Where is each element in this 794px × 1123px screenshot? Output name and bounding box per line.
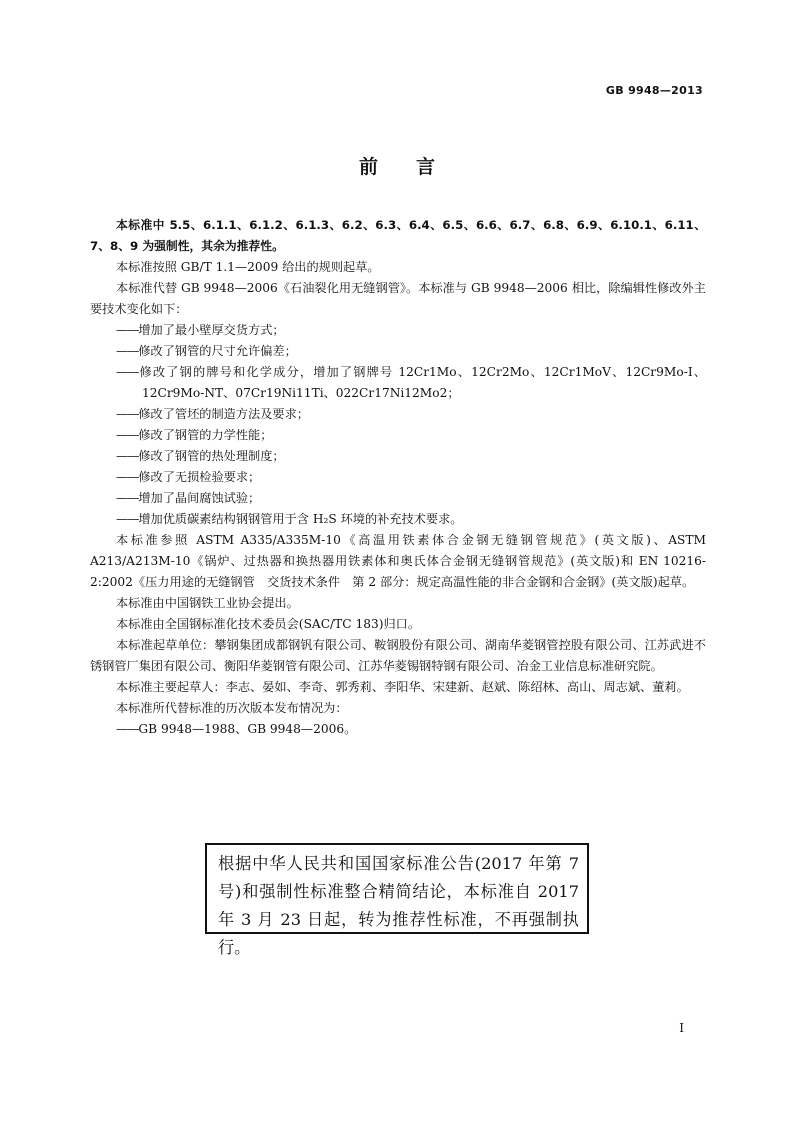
foreword-body — [90, 215, 706, 740]
drafting-rules-paragraph: 本标准按照 GB/T 1.1—2009 给出的规则起草。 — [116, 260, 380, 274]
page-title: 前言 — [358, 156, 473, 178]
change-item: —— 修改了钢管的力学性能； — [90, 425, 706, 446]
change-item: —— 修改了无损检验要求； — [90, 467, 706, 488]
notice-box: 根据中华人民共和国国家标准公告(2017 年第 7 号)和强制性标准整合精简结论，本标准自 2017 年 3 月 23 日起，转为推荐性标准，不再强制执行。 — [205, 843, 589, 934]
change-item: —— 修改了管坯的制造方法及要求； — [90, 404, 706, 425]
change-item: —— 修改了钢管的热处理制度； — [90, 446, 706, 467]
reference-standards-paragraph: 本标准参照 ASTM A335/A335M-10《高温用铁素体合金钢无缝钢管规范》(英文版)、ASTM A213/A213M-10《锅炉、过热器和换热器用铁素体和奥氏体合金钢无缝钢管规范》(英文版)和 EN 10216-2:2002《压力用途的无缝钢管 交货技术条件 第 2 部分：规定高温性能的非合金钢和合金钢》(英文版)起草。 — [90, 533, 706, 589]
change-item: —— 修改了钢的牌号和化学成分，增加了钢牌号 12Cr1Mo、12Cr2Mo、12Cr1MoV、12Cr9Mo-I、12Cr9Mo-NT、07Cr19Ni11Ti、022Cr17Ni12Mo2； — [90, 362, 706, 404]
history-intro-paragraph: 本标准所代替标准的历次版本发布情况为： — [116, 701, 348, 715]
mandatory-clauses-paragraph: 本标准中 5.5、6.1.1、6.1.2、6.1.3、6.2、6.3、6.4、6.5、6.6、6.7、6.8、6.9、6.10.1、6.11、7、8、9 为强制性，其余为推荐性。 — [90, 218, 706, 253]
history-item: —— GB 9948—1988、GB 9948—2006。 — [90, 719, 706, 740]
drafting-units-paragraph: 本标准起草单位：攀钢集团成都钢钒有限公司、鞍钢股份有限公司、湖南华菱钢管控股有限公司、江苏武进不锈钢管厂集团有限公司、衡阳华菱钢管有限公司、江苏华菱锡钢特钢有限公司、冶金工业信息标准研究院。 — [90, 638, 706, 673]
change-item: —— 增加优质碳素结构钢钢管用于含 H₂S 环境的补充技术要求。 — [90, 509, 706, 530]
change-item: —— 增加了最小壁厚交货方式； — [90, 320, 706, 341]
replacement-paragraph: 本标准代替 GB 9948—2006《石油裂化用无缝钢管》。本标准与 GB 9948—2006 相比，除编辑性修改外主要技术变化如下： — [90, 281, 706, 316]
page-number: I — [679, 1021, 684, 1035]
drafters-paragraph: 本标准主要起草人：李志、晏如、李奇、郭秀莉、李阳华、宋建新、赵斌、陈绍林、高山、周志斌、董莉。 — [116, 680, 689, 694]
change-item: —— 修改了钢管的尺寸允许偏差； — [90, 341, 706, 362]
technical-committee-paragraph: 本标准由全国钢标准化技术委员会(SAC/TC 183)归口。 — [116, 617, 421, 631]
proposer-paragraph: 本标准由中国钢铁工业协会提出。 — [116, 596, 299, 610]
standard-code: GB 9948—2013 — [605, 84, 703, 97]
change-item: —— 增加了晶间腐蚀试验； — [90, 488, 706, 509]
